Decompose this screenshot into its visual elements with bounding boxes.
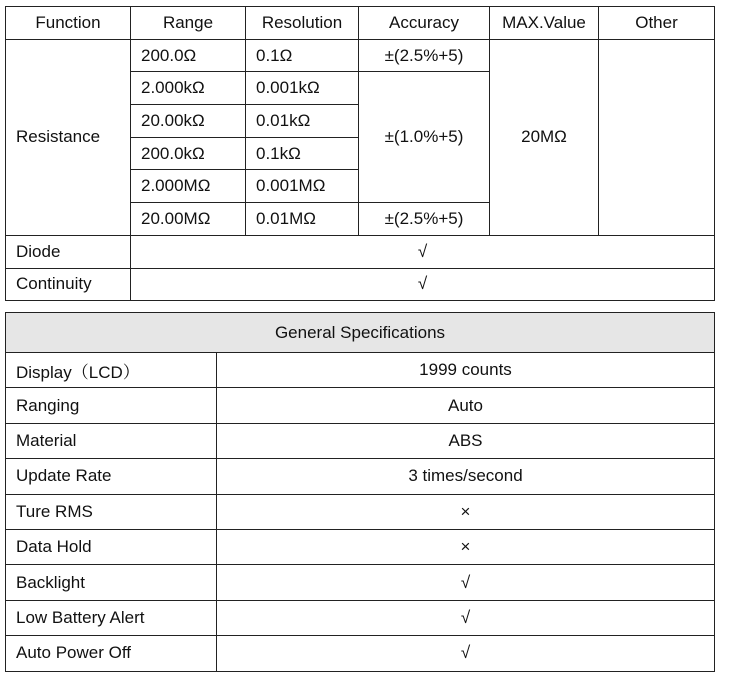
table-row — [6, 423, 715, 458]
accuracy-cell-last: ±(2.5%+5) — [359, 203, 490, 236]
header-accuracy: Accuracy — [359, 7, 490, 40]
other-cell — [599, 39, 715, 235]
spec-value: 3 times/second — [217, 459, 715, 494]
spec-header-row — [6, 7, 715, 40]
resolution-cell: 0.01kΩ — [246, 105, 359, 138]
spec-value: × — [217, 529, 715, 564]
range-cell: 200.0kΩ — [131, 137, 246, 170]
table-row — [6, 388, 715, 423]
continuity-row — [6, 268, 715, 301]
table-row — [6, 494, 715, 529]
range-cell: 20.00kΩ — [131, 105, 246, 138]
header-resolution: Resolution — [246, 7, 359, 40]
diode-row — [6, 235, 715, 268]
spec-label: Material — [6, 423, 217, 458]
spec-label: Low Battery Alert — [6, 600, 217, 635]
resistance-row-1 — [6, 39, 715, 72]
table-row — [6, 600, 715, 635]
diode-label: Diode — [6, 235, 131, 268]
table-row — [6, 529, 715, 564]
general-spec-table — [5, 312, 715, 672]
spec-label: Backlight — [6, 565, 217, 600]
spec-label: Display（LCD） — [6, 353, 217, 388]
table-row — [6, 636, 715, 671]
resolution-cell: 0.01MΩ — [246, 203, 359, 236]
range-cell: 20.00MΩ — [131, 203, 246, 236]
spec-label: Update Rate — [6, 459, 217, 494]
resolution-cell: 0.1Ω — [246, 39, 359, 72]
header-other: Other — [599, 7, 715, 40]
spec-value: × — [217, 494, 715, 529]
resolution-cell: 0.001MΩ — [246, 170, 359, 203]
spec-value: √ — [217, 600, 715, 635]
resolution-cell: 0.001kΩ — [246, 72, 359, 105]
spec-label: Data Hold — [6, 529, 217, 564]
spec-value: Auto — [217, 388, 715, 423]
header-max-value: MAX.Value — [490, 7, 599, 40]
accuracy-cell-middle: ±(1.0%+5) — [359, 72, 490, 203]
range-cell: 2.000kΩ — [131, 72, 246, 105]
range-cell: 200.0Ω — [131, 39, 246, 72]
spec-value: 1999 counts — [217, 353, 715, 388]
accuracy-cell-first: ±(2.5%+5) — [359, 39, 490, 72]
spec-value: √ — [217, 565, 715, 600]
function-spec-table — [5, 6, 715, 301]
spec-label: Ture RMS — [6, 494, 217, 529]
header-function: Function — [6, 7, 131, 40]
header-range: Range — [131, 7, 246, 40]
general-header-row — [6, 313, 715, 353]
continuity-label: Continuity — [6, 268, 131, 301]
table-row — [6, 459, 715, 494]
bottom-divider — [5, 671, 714, 672]
spec-label: Auto Power Off — [6, 636, 217, 671]
range-cell: 2.000MΩ — [131, 170, 246, 203]
general-spec-title: General Specifications — [6, 313, 715, 353]
resolution-cell: 0.1kΩ — [246, 137, 359, 170]
spec-value: ABS — [217, 423, 715, 458]
continuity-check: √ — [131, 268, 715, 301]
spec-label: Ranging — [6, 388, 217, 423]
resistance-label: Resistance — [6, 39, 131, 235]
max-value-cell: 20MΩ — [490, 39, 599, 235]
table-row — [6, 565, 715, 600]
spec-value: √ — [217, 636, 715, 671]
diode-check: √ — [131, 235, 715, 268]
table-row — [6, 353, 715, 388]
